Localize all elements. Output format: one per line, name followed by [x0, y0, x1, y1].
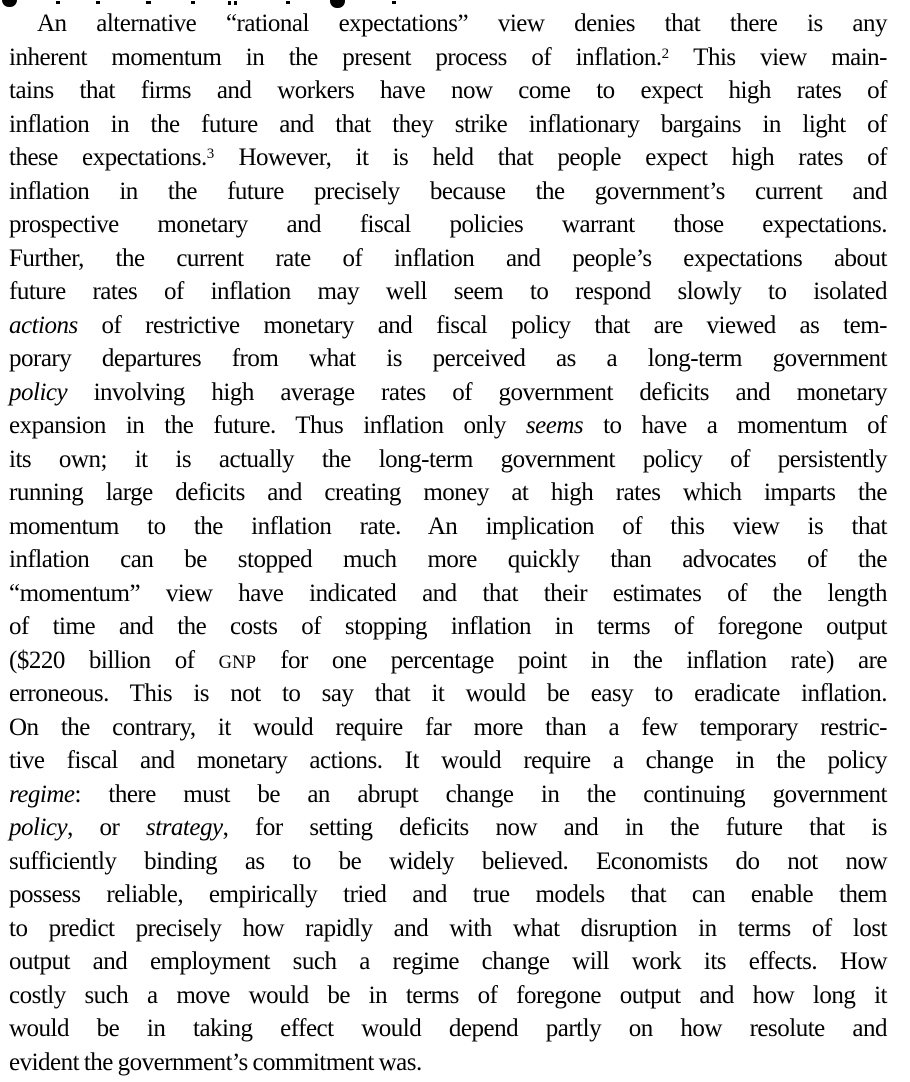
- text-line: [9, 409, 887, 443]
- text-segment: inflation in the future precisely because the government’s current and: [9, 177, 887, 205]
- text-segment: output and employment such a regime change will work its effects. How: [9, 948, 887, 975]
- text-segment-italic: actions: [9, 311, 78, 339]
- text-line: [9, 945, 887, 979]
- text-line: [9, 811, 887, 845]
- ink-mark: [146, 1, 151, 4]
- text-segment-italic: regime: [9, 780, 75, 808]
- text-line: [9, 443, 887, 477]
- ink-mark: [2, 0, 17, 7]
- text-segment: inherent momentum in the present process of inflation.: [9, 43, 662, 71]
- text-line: [9, 1012, 887, 1046]
- paragraph: [9, 7, 887, 1079]
- text-segment: ($220 billion of: [9, 646, 219, 674]
- ink-mark: [96, 1, 100, 4]
- text-line: [9, 912, 887, 946]
- text-segment: tive fiscal and monetary actions. It would require a change in the policy: [9, 747, 887, 774]
- text-line: [9, 744, 887, 778]
- ink-mark: [56, 1, 60, 4]
- text-line: [9, 342, 887, 376]
- text-segment: involving high average rates of government deficits and monetary: [67, 378, 887, 406]
- text-line: [9, 878, 887, 912]
- text-segment-sup: 3: [206, 146, 215, 162]
- text-line: [9, 208, 887, 242]
- text-line: [9, 543, 887, 577]
- text-segment: porary departures from what is perceived as a long-term government: [9, 345, 887, 372]
- text-segment: This view main-: [669, 43, 888, 71]
- text-segment: However, it is held that people expect high rates of: [214, 144, 887, 171]
- text-line: [9, 108, 887, 142]
- text-line: [9, 677, 887, 711]
- text-segment-italic: policy: [9, 378, 68, 406]
- text-segment-italic: seems: [525, 412, 584, 439]
- text-line: [9, 577, 887, 611]
- text-segment: future rates of inflation may well seem to respond slowly to isolated: [9, 278, 887, 305]
- text-segment: Further, the current rate of inflation and people’s expectations about: [9, 244, 887, 272]
- text-segment: , or: [67, 814, 147, 841]
- text-line: [9, 510, 887, 544]
- text-line: [9, 610, 887, 644]
- text-segment: to have a momentum of: [583, 412, 887, 439]
- text-line: [9, 175, 887, 209]
- text-segment: possess reliable, empirically tried and true models that can enable them: [9, 881, 887, 908]
- text-segment: : there must be an abrupt change in the continuing government: [74, 780, 887, 808]
- text-line: [9, 41, 887, 75]
- text-line: [9, 1046, 887, 1080]
- text-line: [9, 74, 887, 108]
- text-segment: for one percentage point in the inflation rate) are: [256, 646, 887, 674]
- text-segment: would be in taking effect would depend partly on how resolute and: [9, 1015, 887, 1042]
- text-segment: to predict precisely how rapidly and with what disruption in terms of lost: [9, 914, 887, 942]
- text-segment: these expectations.: [9, 144, 207, 171]
- text-segment-smallcaps: GNP: [218, 652, 257, 673]
- text-segment: erroneous. This is not to say that it would be easy to eradicate inflation.: [9, 680, 887, 707]
- text-line: [9, 845, 887, 879]
- text-segment: tains that firms and workers have now come to expect high rates of: [9, 77, 887, 104]
- text-line: [9, 309, 887, 343]
- ink-mark: [191, 1, 195, 4]
- text-segment: On the contrary, it would require far more than a few temporary restric-: [9, 713, 887, 741]
- text-segment: of time and the costs of stopping inflation in terms of foregone output: [9, 613, 887, 640]
- text-segment-italic: policy: [9, 814, 68, 841]
- text-segment-sup: 2: [661, 45, 670, 62]
- text-line: [9, 711, 887, 745]
- ink-mark: [392, 1, 396, 4]
- text-line: [9, 476, 887, 510]
- text-segment: momentum to the inflation rate. An implication of this view is that: [9, 512, 887, 540]
- text-line: [9, 7, 887, 41]
- text-segment: expansion in the future. Thus inflation only: [9, 412, 526, 439]
- text-line: [9, 644, 887, 678]
- text-segment: prospective monetary and fiscal policies warrant those expectations.: [9, 211, 887, 238]
- text-segment: An alternative “rational expectations” view denies that there is any: [37, 10, 887, 37]
- text-segment: evident the government’s commitment was.: [9, 1048, 422, 1076]
- text-segment: inflation in the future and that they strike inflationary bargains in light of: [9, 110, 887, 138]
- text-line: [9, 275, 887, 309]
- ink-mark: [234, 1, 237, 5]
- text-line: [9, 242, 887, 276]
- ink-mark: [286, 1, 290, 4]
- text-segment: inflation can be stopped much more quickly than advocates of the: [9, 546, 887, 573]
- text-segment-italic: strategy: [146, 814, 223, 841]
- text-segment: , for setting deficits now and in the future that is: [222, 814, 888, 841]
- text-line: [9, 979, 887, 1013]
- text-segment: “momentum” view have indicated and that their estimates of the length: [9, 579, 887, 607]
- text-line: [9, 141, 887, 175]
- text-segment: of restrictive monetary and fiscal policy that are viewed as tem-: [77, 311, 887, 339]
- ink-mark: [228, 1, 231, 5]
- text-segment: its own; it is actually the long-term government policy of persistently: [9, 445, 887, 473]
- text-segment: costly such a move would be in terms of foregone output and how long it: [9, 981, 887, 1009]
- text-line: [9, 376, 887, 410]
- text-line: [9, 778, 887, 812]
- text-segment: running large deficits and creating money at high rates which imparts the: [9, 479, 887, 506]
- text-segment: sufficiently binding as to be widely believed. Economists do not now: [9, 847, 887, 875]
